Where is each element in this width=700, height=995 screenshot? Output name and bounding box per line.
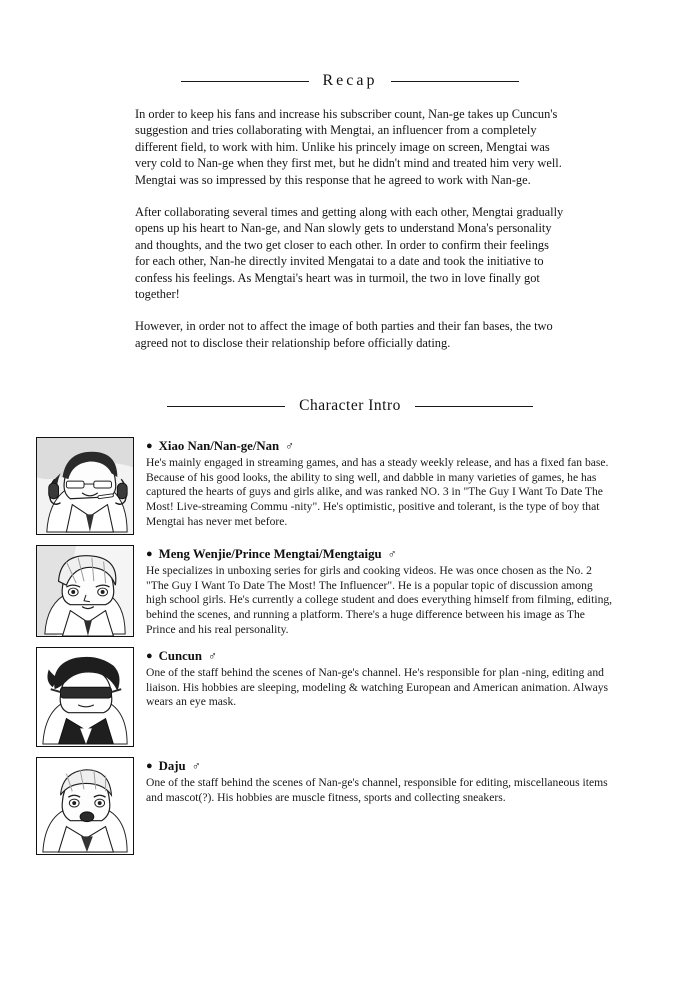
character-description: He specializes in unboxing series for girls and cooking videos. He was once chosen as the No. 2 "The Guy I Want To Date The Most! The Influencer". He is a popular topic of discussion among high school girls. He's currently a college student and does everything himself from filming, editing, behind the scenes, and running a platform. There's a huge difference between his image as The Prince and his real personality.: [146, 564, 613, 636]
recap-section-heading: [36, 0, 664, 90]
character-text-block: [146, 545, 664, 637]
character-intro-title: Character Intro: [299, 397, 401, 415]
character-text-block: [146, 437, 664, 529]
male-symbol-icon: ♂: [208, 649, 218, 664]
character-name-row: [146, 649, 664, 664]
character-description: He's mainly engaged in streaming games, and has a steady weekly release, and has a fixed fan base. Because of his good looks, the ability to sing well, and dabble in many varieties of games, he has captured the hearts of guys and girls alike, and was ranked NO. 3 in "The Guy I Want To Date The Most! Live-streaming Commu -nity". He's optimistic, positive and tolerant, is the type of boy that Mengtai has never met before.: [146, 456, 609, 528]
character-portrait-xiao-nan: [36, 437, 134, 535]
character-entry: [36, 647, 664, 747]
bullet-icon: ●: [146, 548, 153, 561]
character-portrait-mengtai: [36, 545, 134, 637]
character-entry: [36, 437, 664, 535]
character-description: One of the staff behind the scenes of Nan-ge's channel, responsible for editing, miscellaneous items and mascot(?). His hobbies are muscle fitness, sports and collecting sneakers.: [146, 776, 608, 804]
intro-rule-right: [415, 406, 533, 407]
recap-paragraph-3: However, in order not to affect the image of both parties and their fan bases, the two agreed not to disclose their relationship before officially dating.: [135, 319, 553, 350]
bullet-icon: ●: [146, 760, 153, 773]
heading-rule-left: [181, 81, 309, 82]
intro-rule-left: [167, 406, 285, 407]
recap-body: [135, 106, 565, 351]
character-entry: [36, 545, 664, 637]
character-name-row: [146, 547, 664, 562]
character-name: Cuncun: [158, 649, 203, 664]
character-name: Meng Wenjie/Prince Mengtai/Mengtaigu: [158, 547, 382, 562]
male-symbol-icon: ♂: [387, 547, 397, 562]
bullet-icon: ●: [146, 440, 153, 453]
character-list: [36, 437, 664, 855]
character-name: Daju: [158, 759, 186, 774]
character-portrait-daju: [36, 757, 134, 855]
character-description: One of the staff behind the scenes of Nan-ge's channel. He's responsible for plan -ning, editing and liaison. His hobbies are sleeping, modeling & watching European and American animation. Always wears an eye mask.: [146, 666, 609, 709]
heading-rule-right: [391, 81, 519, 82]
recap-paragraph-1: In order to keep his fans and increase his subscriber count, Nan-ge takes up Cuncun's suggestion and tries collaborating with Mengtai, an influencer from a completely different field, to work with him. Unlike his princely image on screen, Mengtai was very cold to Nan-ge when they first met, but he didn't mind and treated him very well. Mengtai was so impressed by this response that he agreed to work with Nan-ge.: [135, 107, 562, 187]
male-symbol-icon: ♂: [191, 759, 201, 774]
bullet-icon: ●: [146, 650, 153, 663]
recap-paragraph-2: After collaborating several times and getting along with each other, Mengtai gradually opens up his heart to Nan-ge, and Nan slowly gets to understand Mona's personality and thoughts, and the two get closer to each other. In order to confirm their feelings for each other, Nan-he directly invited Mengatai to a date and took the initiative to confess his feelings. As Mengtai's heart was in turmoil, the two in love finally got together!: [135, 205, 564, 302]
character-name-row: [146, 439, 664, 454]
character-text-block: [146, 647, 664, 710]
character-portrait-cuncun: [36, 647, 134, 747]
character-entry: [36, 757, 664, 855]
male-symbol-icon: ♂: [285, 439, 295, 454]
character-name-row: [146, 759, 664, 774]
character-name: Xiao Nan/Nan-ge/Nan: [158, 439, 280, 454]
character-text-block: [146, 757, 664, 805]
character-intro-heading: [36, 351, 664, 415]
recap-title: Recap: [322, 72, 378, 89]
